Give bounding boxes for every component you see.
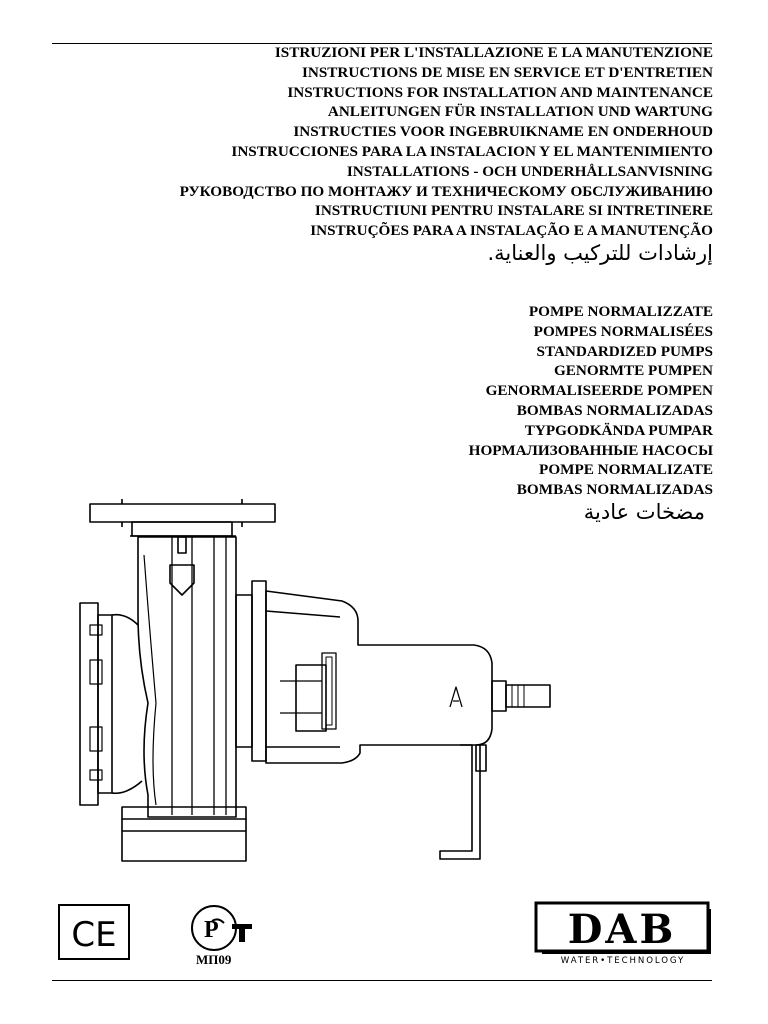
pump-illustration [60, 495, 560, 870]
bottom-rule [52, 980, 712, 981]
product-russian: НОРМАЛИЗОВАННЫЕ НАСОСЫ [468, 441, 713, 459]
product-italian: POMPE NORMALIZZATE [528, 303, 713, 320]
product-english: STANDARDIZED PUMPS [536, 342, 713, 360]
dab-logo [534, 901, 712, 955]
title-french: INSTRUCTIONS DE MISE EN SERVICE ET D'ENTRETIEN [301, 63, 713, 81]
pump-foot [122, 831, 246, 861]
product-german: GENORMTE PUMPEN [553, 362, 713, 380]
product-portuguese: BOMBAS NORMALIZADAS [516, 481, 713, 499]
title-arabic: إرشادات للتركيب والعناية. [487, 240, 713, 265]
dab-brand: DAB [567, 906, 677, 953]
product-arabic: مضخات عادية [583, 499, 705, 524]
ce-label: CE [71, 915, 117, 955]
instruction-titles [180, 43, 713, 265]
title-romanian: INSTRUCTIUNI PENTRU INSTALARE SI INTRETINERE [314, 202, 713, 220]
discharge-flange [90, 504, 275, 522]
product-dutch: GENORMALISEERDE POMPEN [485, 382, 713, 400]
title-russian: РУКОВОДСТВО ПО МОНТАЖУ И ТЕХНИЧЕСКОМУ ОБСЛУЖИВАНИЮ [179, 182, 713, 200]
title-portuguese: INSTRUÇÕES PARA A INSTALAÇÃO E A MANUTENÇÃO [310, 222, 713, 240]
dab-tagline: WATER•TECHNOLOGY [560, 956, 686, 966]
suction-flange [80, 603, 98, 805]
svg-text:Р: Р [204, 917, 219, 943]
product-french: POMPES NORMALISÉES [533, 322, 713, 340]
product-romanian: POMPE NORMALIZATE [539, 461, 713, 479]
product-swedish: TYPGODKÄNDA PUMPAR [524, 421, 713, 439]
title-italian: ISTRUZIONI PER L'INSTALLAZIONE E LA MANUTENZIONE [274, 44, 713, 61]
ce-mark [58, 904, 130, 960]
pump-shaft [506, 685, 550, 707]
product-titles [469, 302, 713, 524]
bearing-bracket [266, 591, 492, 763]
product-spanish: BOMBAS NORMALIZADAS [516, 401, 713, 419]
gost-code: МП09 [196, 952, 232, 967]
title-german: ANLEITUNGEN FÜR INSTALLATION UND WARTUNG [327, 103, 713, 121]
title-english: INSTRUCTIONS FOR INSTALLATION AND MAINTENANCE [287, 83, 713, 101]
title-spanish: INSTRUCCIONES PARA LA INSTALACION Y EL MANTENIMIENTO [231, 142, 713, 160]
title-swedish: INSTALLATIONS - OCH UNDERHÅLLSANVISNING [346, 162, 713, 180]
title-dutch: INSTRUCTIES VOOR INGEBRUIKNAME EN ONDERHOUD [293, 123, 713, 141]
gost-mark [188, 903, 258, 953]
